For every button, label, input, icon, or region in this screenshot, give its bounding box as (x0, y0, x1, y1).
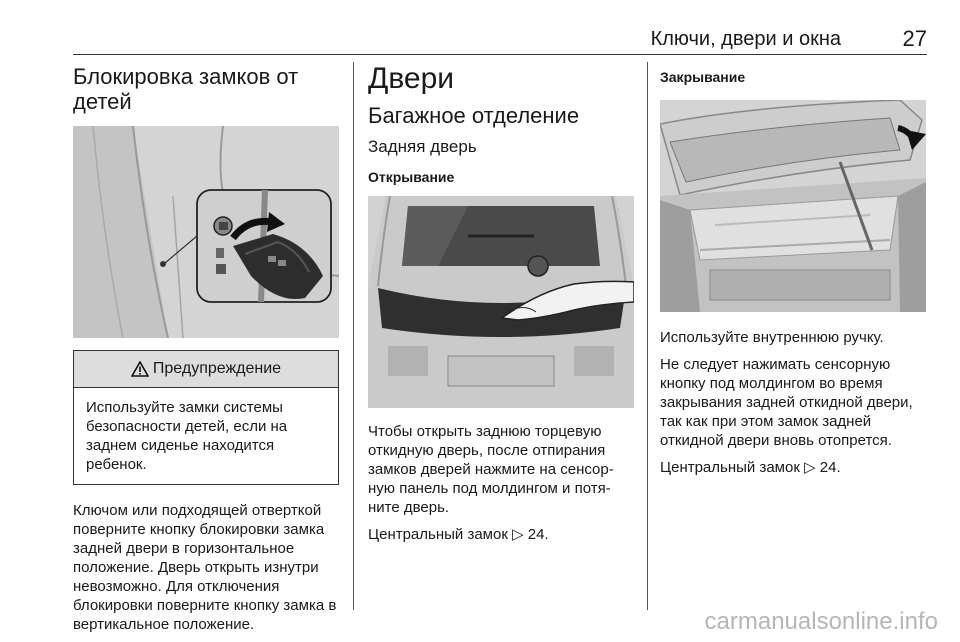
central-locking-reference (368, 525, 634, 544)
opening-heading: Открывание (368, 169, 455, 185)
left-column (73, 60, 339, 634)
child-lock-instructions: Ключом или подходящей отверткой поверните кнопку блокировки замка задней двери в горизонтальное положение. Дверь открыть изнутри невозможно. Для отключения блокировки поверните кнопку замка в вертикальное положение. (73, 502, 337, 633)
warning-title: Предупреждение (152, 360, 282, 377)
watermark: carmanualsonline.info (704, 608, 938, 635)
middle-column (368, 60, 634, 544)
right-column (660, 60, 926, 477)
child-lock-heading: Блокировка замков от детей (73, 64, 299, 114)
child-lock-illustration (73, 126, 339, 338)
column-divider (647, 62, 648, 610)
closing-warning-text: Не следует нажимать сенсорную кнопку под молдингом во время закрывания задней откидной двери, так как при этом замок задней откидной двери вновь отопрется. (660, 356, 913, 449)
page-ref-arrow-icon: ▷ (512, 526, 524, 543)
column-divider (353, 62, 354, 610)
warning-header (74, 351, 338, 388)
doors-heading: Двери (368, 62, 455, 95)
page-ref-arrow-icon: ▷ (804, 459, 816, 476)
closing-heading: Закрывание (660, 69, 746, 85)
page-number: 27 (902, 26, 927, 51)
tailgate-heading: Задняя дверь (368, 137, 477, 156)
tailgate-opening-illustration (368, 196, 634, 408)
warning-triangle-icon (131, 361, 149, 377)
reference-page: 24. (819, 459, 841, 476)
header-rule (73, 54, 927, 55)
closing-instruction: Используйте внутреннюю ручку. (660, 329, 884, 346)
reference-page: 24. (527, 526, 549, 543)
central-locking-reference (660, 458, 926, 477)
reference-label: Центральный замок (660, 459, 800, 476)
chapter-title: Ключи, двери и окна (650, 28, 841, 50)
reference-label: Центральный замок (368, 526, 508, 543)
tailgate-closing-illustration (660, 100, 926, 312)
warning-box (73, 350, 339, 485)
page-header (600, 26, 927, 52)
opening-instructions: Чтобы открыть заднюю торцевую откидную дверь, после отпирания замков дверей нажмите на сенсорную панель под молдингом и потяните дверь. (368, 423, 614, 516)
luggage-compartment-heading: Багажное отделение (368, 103, 580, 128)
warning-text: Используйте замки системы безопасности детей, если на заднем сиденье находится ребенок. (86, 399, 288, 473)
